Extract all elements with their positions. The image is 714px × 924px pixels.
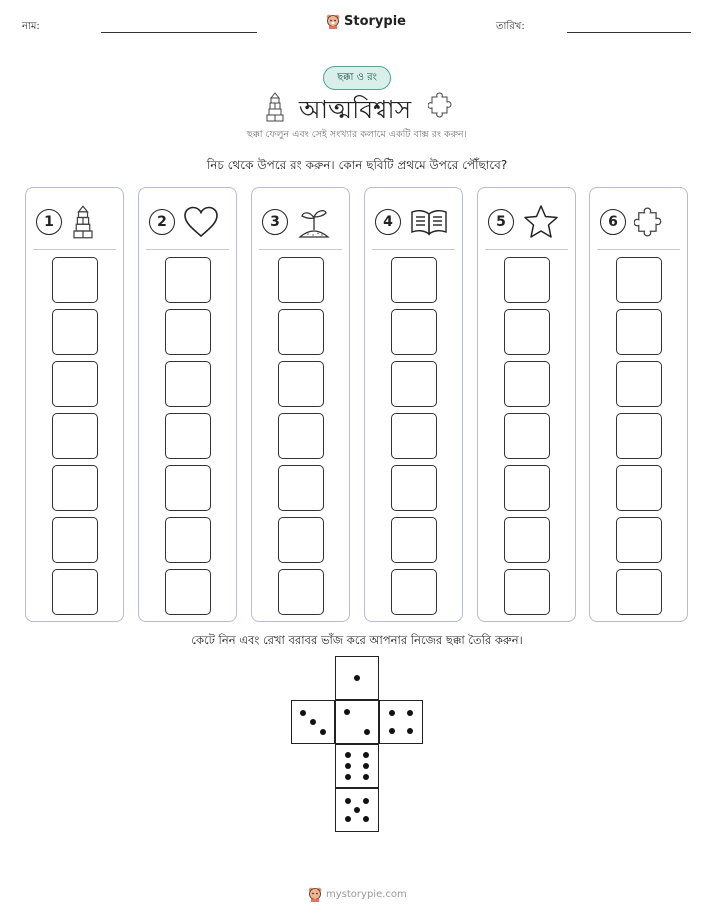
- color-box[interactable]: [616, 361, 662, 407]
- color-box[interactable]: [52, 309, 98, 355]
- color-box[interactable]: [616, 517, 662, 563]
- color-box[interactable]: [165, 465, 211, 511]
- color-box[interactable]: [278, 361, 324, 407]
- column-header: [375, 202, 456, 242]
- heart-icon: [183, 206, 219, 238]
- color-box[interactable]: [278, 465, 324, 511]
- brand-name: Storypie: [344, 13, 406, 29]
- die-pip: [363, 763, 369, 769]
- die-pip: [345, 763, 351, 769]
- die-pip: [363, 798, 369, 804]
- column-number: 2: [149, 209, 175, 235]
- page-title: আত্মবিশ্বাস: [298, 95, 412, 124]
- color-box[interactable]: [52, 413, 98, 459]
- color-box[interactable]: [165, 413, 211, 459]
- color-box[interactable]: [391, 413, 437, 459]
- column-divider: [33, 249, 116, 250]
- sprout-icon: [296, 205, 332, 239]
- die-pip: [407, 710, 413, 716]
- color-box[interactable]: [391, 257, 437, 303]
- color-box[interactable]: [52, 517, 98, 563]
- activity-badge: ছক্কা ও রং: [323, 66, 391, 90]
- color-box[interactable]: [616, 413, 662, 459]
- footer: [308, 886, 407, 902]
- die-pip: [363, 752, 369, 758]
- color-box[interactable]: [52, 361, 98, 407]
- column-divider: [485, 249, 568, 250]
- color-box[interactable]: [504, 517, 550, 563]
- puzzle-piece-icon: [634, 207, 662, 237]
- color-box[interactable]: [391, 569, 437, 615]
- bear-icon: [308, 886, 322, 902]
- instruction-top: নিচ থেকে উপরে রং করুন। কোন ছবিটি প্রথমে উপরে পৌঁছাবে?: [206, 158, 508, 172]
- block-tower-icon: [70, 204, 96, 240]
- star-icon: [522, 204, 560, 240]
- color-box[interactable]: [278, 569, 324, 615]
- die-pip: [300, 710, 306, 716]
- date-line[interactable]: [567, 32, 691, 33]
- name-line[interactable]: [101, 32, 257, 33]
- die-pip: [407, 728, 413, 734]
- column-divider: [597, 249, 680, 250]
- color-box[interactable]: [165, 309, 211, 355]
- color-box[interactable]: [278, 517, 324, 563]
- column-divider: [146, 249, 229, 250]
- column-6: [589, 187, 688, 622]
- column-header: [488, 202, 569, 242]
- die-face-6: [335, 744, 379, 788]
- color-box[interactable]: [278, 257, 324, 303]
- color-box[interactable]: [391, 361, 437, 407]
- column-number: 6: [600, 209, 626, 235]
- color-box[interactable]: [52, 569, 98, 615]
- column-4: [364, 187, 463, 622]
- subtitle: ছক্কা ফেলুন এবং সেই সংখ্যার কলামে একটি বাক্স রং করুন।: [247, 129, 467, 140]
- instruction-bottom: কেটে নিন এবং রেখা বরাবর ভাঁজ করে আপনার নিজের ছক্কা তৈরি করুন।: [191, 633, 523, 647]
- column-header: [262, 202, 343, 242]
- bear-icon: [326, 13, 340, 29]
- die-pip: [345, 774, 351, 780]
- die-pip: [345, 798, 351, 804]
- column-divider: [259, 249, 342, 250]
- storypie-logo: [326, 13, 406, 29]
- die-pip: [344, 709, 350, 715]
- die-pip: [310, 719, 316, 725]
- name-label: নাম:: [22, 21, 40, 32]
- color-box[interactable]: [165, 257, 211, 303]
- die-face-5: [335, 788, 379, 832]
- die-pip: [363, 816, 369, 822]
- color-box[interactable]: [52, 257, 98, 303]
- column-number: 1: [36, 209, 62, 235]
- color-box[interactable]: [504, 257, 550, 303]
- die-face-2: [335, 700, 379, 744]
- block-tower-icon: [264, 91, 286, 123]
- puzzle-piece-icon: [428, 92, 452, 118]
- die-pip: [320, 729, 326, 735]
- column-number: 5: [488, 209, 514, 235]
- color-box[interactable]: [278, 309, 324, 355]
- die-pip: [389, 710, 395, 716]
- die-face-1: [335, 656, 379, 700]
- column-divider: [372, 249, 455, 250]
- color-box[interactable]: [52, 465, 98, 511]
- color-box[interactable]: [165, 517, 211, 563]
- color-box[interactable]: [504, 361, 550, 407]
- color-box[interactable]: [278, 413, 324, 459]
- die-pip: [345, 816, 351, 822]
- column-header: [600, 202, 681, 242]
- color-box[interactable]: [504, 309, 550, 355]
- die-pip: [389, 728, 395, 734]
- color-box[interactable]: [616, 257, 662, 303]
- date-label: তারিখ:: [496, 21, 525, 32]
- column-1: [25, 187, 124, 622]
- column-number: 3: [262, 209, 288, 235]
- color-box[interactable]: [504, 569, 550, 615]
- die-face-4: [379, 700, 423, 744]
- footer-url: mystorypie.com: [326, 888, 407, 900]
- column-2: [138, 187, 237, 622]
- column-5: [477, 187, 576, 622]
- column-3: [251, 187, 350, 622]
- color-box[interactable]: [391, 465, 437, 511]
- color-box[interactable]: [165, 569, 211, 615]
- color-box[interactable]: [504, 465, 550, 511]
- color-box[interactable]: [616, 309, 662, 355]
- die-pip: [354, 675, 360, 681]
- column-header: [149, 202, 230, 242]
- die-pip: [363, 774, 369, 780]
- color-box[interactable]: [165, 361, 211, 407]
- color-box[interactable]: [616, 465, 662, 511]
- die-pip: [354, 807, 360, 813]
- column-header: [36, 202, 117, 242]
- die-pip: [345, 752, 351, 758]
- color-box[interactable]: [391, 517, 437, 563]
- column-number: 4: [375, 209, 401, 235]
- open-book-icon: [409, 208, 449, 236]
- color-box[interactable]: [504, 413, 550, 459]
- die-pip: [364, 729, 370, 735]
- color-box[interactable]: [391, 309, 437, 355]
- die-face-3: [291, 700, 335, 744]
- color-box[interactable]: [616, 569, 662, 615]
